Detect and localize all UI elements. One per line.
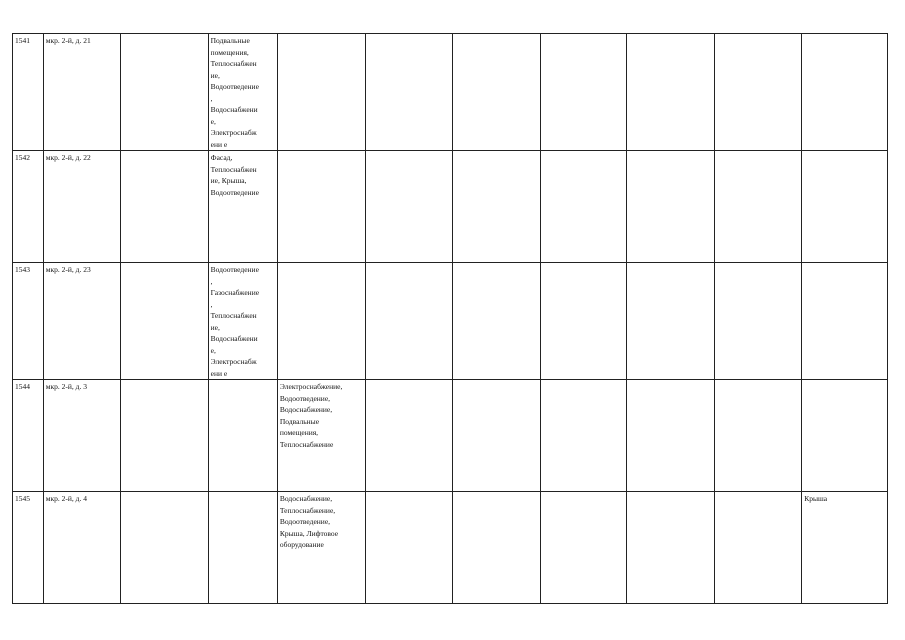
row-number-cell: 1542 — [13, 151, 44, 263]
work-types-cell: Водоснабжение, Теплоснабжение, Водоотведение, Крыша, Лифтовое оборудование — [277, 492, 365, 604]
row-number-cell: 1544 — [13, 380, 44, 492]
table-cell — [540, 380, 627, 492]
address-cell: мкр. 2-й, д. 21 — [43, 34, 120, 151]
work-types-cell — [277, 263, 365, 380]
work-types-cell: Фасад, Теплоснабжен ие, Крыша, Водоотведение — [208, 151, 277, 263]
table-cell — [627, 34, 715, 151]
table-cell — [627, 492, 715, 604]
table-cell — [120, 492, 208, 604]
table-cell — [715, 34, 802, 151]
table-cell — [627, 263, 715, 380]
work-types-cell — [208, 492, 277, 604]
table-cell — [452, 34, 540, 151]
address-cell: мкр. 2-й, д. 4 — [43, 492, 120, 604]
table-cell — [627, 151, 715, 263]
work-types-cell — [208, 380, 277, 492]
row-number-cell: 1545 — [13, 492, 44, 604]
address-cell: мкр. 2-й, д. 3 — [43, 380, 120, 492]
table-cell — [715, 380, 802, 492]
address-cell: мкр. 2-й, д. 23 — [43, 263, 120, 380]
table-row — [13, 34, 888, 151]
table-cell — [802, 34, 888, 151]
repair-schedule-table — [12, 33, 888, 604]
table-cell — [715, 263, 802, 380]
work-types-cell: Подвальные помещения, Теплоснабжен ие, Водоотведение , Водоснабжени е, Электроснабж ени е — [208, 34, 277, 151]
table-cell — [120, 151, 208, 263]
work-types-cell: Электроснабжение, Водоотведение, Водоснабжение, Подвальные помещения, Теплоснабжение — [277, 380, 365, 492]
table-cell — [715, 492, 802, 604]
table-cell — [452, 380, 540, 492]
table-cell — [452, 492, 540, 604]
table-cell — [452, 263, 540, 380]
table-cell — [452, 151, 540, 263]
table-cell — [365, 263, 452, 380]
table-cell — [540, 492, 627, 604]
table-cell — [365, 151, 452, 263]
table-cell — [120, 34, 208, 151]
work-types-cell — [277, 34, 365, 151]
table-row — [13, 151, 888, 263]
table-cell — [802, 263, 888, 380]
table-cell — [365, 34, 452, 151]
table-row — [13, 263, 888, 380]
row-number-cell: 1543 — [13, 263, 44, 380]
table-cell — [627, 380, 715, 492]
table-row — [13, 380, 888, 492]
table-row — [13, 492, 888, 604]
address-cell: мкр. 2-й, д. 22 — [43, 151, 120, 263]
table-cell — [120, 380, 208, 492]
row-number-cell: 1541 — [13, 34, 44, 151]
table-cell — [540, 263, 627, 380]
table-cell — [802, 380, 888, 492]
table-cell — [365, 492, 452, 604]
table-cell — [715, 151, 802, 263]
table-cell — [120, 263, 208, 380]
table-cell: Крыша — [802, 492, 888, 604]
table-cell — [802, 151, 888, 263]
table-cell — [540, 34, 627, 151]
table-cell — [365, 380, 452, 492]
work-types-cell — [277, 151, 365, 263]
table-cell — [540, 151, 627, 263]
work-types-cell: Водоотведение , Газоснабжение , Теплоснабжен ие, Водоснабжени е, Электроснабж ени е — [208, 263, 277, 380]
